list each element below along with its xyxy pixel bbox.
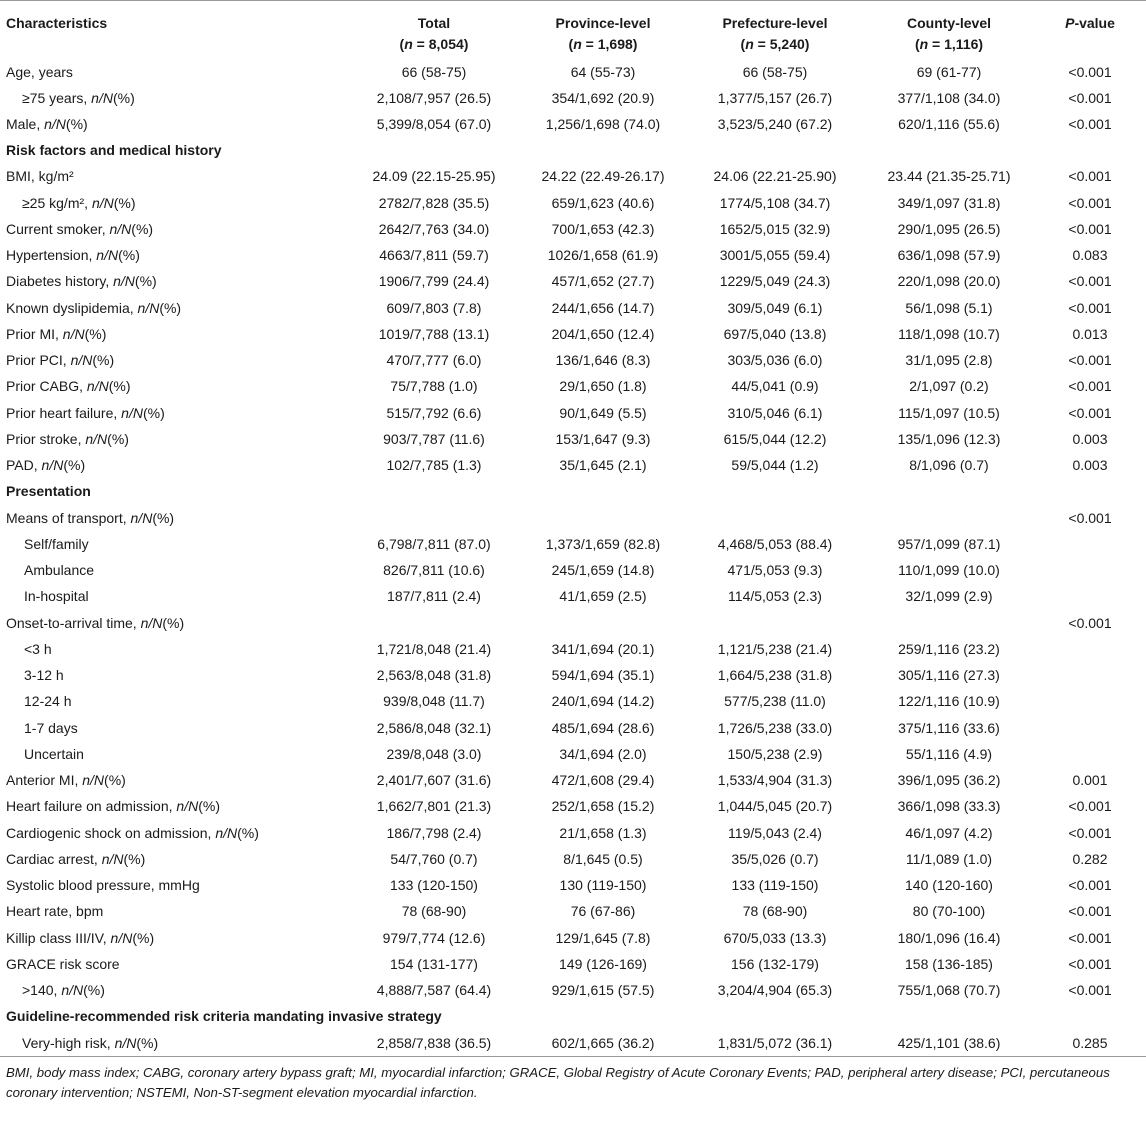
cell-prefecture: 35/5,026 (0.7) <box>731 850 819 867</box>
cell-total: 979/7,774 (12.6) <box>382 929 486 946</box>
cell-county: 118/1,098 (10.7) <box>898 325 1000 342</box>
cell-total: 54/7,760 (0.7) <box>390 850 478 867</box>
cell-province: 149 (126-169) <box>559 955 647 972</box>
cell-prefecture: 697/5,040 (13.8) <box>723 325 827 342</box>
cell-county: 122/1,116 (10.9) <box>898 693 1000 710</box>
header-characteristics: Characteristics <box>6 15 108 31</box>
cell-prefecture: 471/5,053 (9.3) <box>727 562 823 579</box>
cell-county: 32/1,099 (2.9) <box>905 588 993 605</box>
cell-pvalue: 0.003 <box>1072 457 1108 474</box>
cell-county: 349/1,097 (31.8) <box>897 194 1001 211</box>
table-row <box>0 295 1146 321</box>
cell-province: 1,256/1,698 (74.0) <box>545 115 661 132</box>
row-label: Self/family <box>24 535 89 552</box>
cell-total: 2,401/7,607 (31.6) <box>376 772 492 789</box>
table-row <box>0 163 1146 189</box>
row-label: <3 h <box>24 640 52 657</box>
cell-pvalue: <0.001 <box>1068 194 1112 211</box>
cell-prefecture: 156 (132-179) <box>731 955 819 972</box>
table-row <box>0 741 1146 767</box>
cell-province: 64 (55-73) <box>570 63 636 80</box>
cell-prefecture: 44/5,041 (0.9) <box>731 378 819 395</box>
table-row <box>0 662 1146 688</box>
cell-total <box>348 505 520 531</box>
table-row <box>0 583 1146 609</box>
cell-total: 1,721/8,048 (21.4) <box>376 640 492 657</box>
cell-prefecture: 1,726/5,238 (33.0) <box>717 719 833 736</box>
cell-pvalue: <0.001 <box>1068 903 1112 920</box>
cell-province: 240/1,694 (14.2) <box>551 693 655 710</box>
row-label: >140, n/N(%) <box>22 982 105 999</box>
cell-prefecture: 1,377/5,157 (26.7) <box>717 89 833 106</box>
cell-county: 140 (120-160) <box>905 877 993 894</box>
cell-county: 377/1,108 (34.0) <box>897 89 1001 106</box>
header-total-n: (n = 8,054) <box>399 36 469 52</box>
cell-prefecture: 3,523/5,240 (67.2) <box>717 115 833 132</box>
cell-pvalue: <0.001 <box>1068 63 1112 80</box>
cell-province: 76 (67-86) <box>570 903 636 920</box>
cell-total: 1019/7,788 (13.1) <box>378 325 490 342</box>
row-label: 3-12 h <box>24 667 64 684</box>
cell-pvalue: <0.001 <box>1068 299 1112 316</box>
cell-county <box>864 610 1034 636</box>
cell-county: 620/1,116 (55.6) <box>898 115 1000 132</box>
table-row <box>0 242 1146 268</box>
section-header-row <box>0 478 1146 504</box>
cell-province: 90/1,649 (5.5) <box>559 404 647 421</box>
cell-pvalue: <0.001 <box>1068 877 1112 894</box>
row-label: Ambulance <box>24 562 95 579</box>
cell-province: 700/1,653 (42.3) <box>551 220 655 237</box>
cell-total: 1906/7,799 (24.4) <box>378 273 490 290</box>
row-label: Age, years <box>6 63 73 80</box>
table-footnote: BMI, body mass index; CABG, coronary artery bypass graft; MI, myocardial infarction; GRACE, Global Registry of Acute Coronary Events; PAD, peripheral artery disease; PCI, percutaneous coronary intervention; NSTEMI, Non-ST-segment elevation myocardial infarction. <box>6 1064 1110 1100</box>
header-prefecture <box>686 1 864 57</box>
cell-total: 2642/7,763 (34.0) <box>378 220 490 237</box>
cell-prefecture: 114/5,053 (2.3) <box>728 588 822 605</box>
row-label: BMI, kg/m² <box>6 168 74 185</box>
cell-province: 244/1,656 (14.7) <box>551 299 655 316</box>
cell-total: 24.09 (22.15-25.95) <box>372 168 496 185</box>
row-label: Prior heart failure, n/N(%) <box>6 404 165 421</box>
table-row <box>0 898 1146 924</box>
cell-province: 129/1,645 (7.8) <box>555 929 651 946</box>
table-row <box>0 636 1146 662</box>
cell-prefecture: 3,204/4,904 (65.3) <box>717 982 833 999</box>
table-row <box>0 268 1146 294</box>
cell-total: 2,108/7,957 (26.5) <box>376 89 492 106</box>
cell-prefecture: 577/5,238 (11.0) <box>724 693 826 710</box>
cell-total: 2,586/8,048 (32.1) <box>376 719 492 736</box>
cell-county: 31/1,095 (2.8) <box>905 352 993 369</box>
cell-county: 180/1,096 (16.4) <box>897 929 1001 946</box>
header-prefecture-label: Prefecture-level <box>722 15 828 31</box>
cell-province: 136/1,646 (8.3) <box>555 352 651 369</box>
table-row <box>0 1030 1146 1057</box>
row-label: ≥75 years, n/N(%) <box>22 89 135 106</box>
section-label: Presentation <box>6 483 91 500</box>
table-row <box>0 216 1146 242</box>
cell-province: 34/1,694 (2.0) <box>559 745 647 762</box>
cell-total: 903/7,787 (11.6) <box>383 430 485 447</box>
table-body <box>0 57 1146 1057</box>
row-label: Hypertension, n/N(%) <box>6 247 140 264</box>
cell-prefecture: 1,044/5,045 (20.7) <box>717 798 833 815</box>
cell-pvalue <box>1034 636 1146 662</box>
section-label: Guideline-recommended risk criteria mandating invasive strategy <box>6 1008 442 1025</box>
table-row <box>0 505 1146 531</box>
cell-province: 29/1,650 (1.8) <box>559 378 647 395</box>
cell-total: 2782/7,828 (35.5) <box>378 194 490 211</box>
cell-pvalue: <0.001 <box>1068 824 1112 841</box>
cell-prefecture: 1,533/4,904 (31.3) <box>717 772 833 789</box>
cell-county: 11/1,089 (1.0) <box>905 850 993 867</box>
cell-total: 939/8,048 (11.7) <box>383 693 485 710</box>
table-row <box>0 452 1146 478</box>
cell-total: 186/7,798 (2.4) <box>386 824 482 841</box>
row-label: Prior stroke, n/N(%) <box>6 430 129 447</box>
cell-province: 485/1,694 (28.6) <box>551 719 655 736</box>
cell-prefecture: 59/5,044 (1.2) <box>731 457 819 474</box>
row-label: ≥25 kg/m², n/N(%) <box>22 194 136 211</box>
cell-province: 354/1,692 (20.9) <box>551 89 655 106</box>
table-row <box>0 190 1146 216</box>
cell-province: 341/1,694 (20.1) <box>551 640 655 657</box>
cell-province: 1,373/1,659 (82.8) <box>545 535 661 552</box>
cell-total: 133 (120-150) <box>390 877 478 894</box>
cell-county: 110/1,099 (10.0) <box>898 562 1000 579</box>
row-label: Uncertain <box>24 745 84 762</box>
cell-county: 8/1,096 (0.7) <box>909 457 989 474</box>
cell-pvalue: 0.013 <box>1072 325 1108 342</box>
section-label: Risk factors and medical history <box>6 142 222 159</box>
cell-total: 2,858/7,838 (36.5) <box>348 1030 520 1057</box>
table-row <box>0 321 1146 347</box>
cell-total: 6,798/7,811 (87.0) <box>377 535 491 552</box>
header-county-n: (n = 1,116) <box>914 36 984 52</box>
row-label: 12-24 h <box>24 693 72 710</box>
cell-prefecture <box>686 610 864 636</box>
row-label: Heart rate, bpm <box>6 903 104 920</box>
cell-pvalue: <0.001 <box>1068 89 1112 106</box>
cell-prefecture: 1,831/5,072 (36.1) <box>686 1030 864 1057</box>
table-row <box>0 820 1146 846</box>
cell-province: 24.22 (22.49-26.17) <box>541 168 665 185</box>
row-label: Current smoker, n/N(%) <box>6 220 154 237</box>
cell-prefecture: 1,664/5,238 (31.8) <box>717 667 833 684</box>
cell-province: 472/1,608 (29.4) <box>551 772 655 789</box>
cell-pvalue: <0.001 <box>1068 798 1112 815</box>
table-row <box>0 57 1146 85</box>
cell-pvalue: <0.001 <box>1068 614 1112 631</box>
cell-county: 55/1,116 (4.9) <box>905 745 993 762</box>
cell-total: 470/7,777 (6.0) <box>386 352 482 369</box>
table-row <box>0 111 1146 137</box>
section-header-row <box>0 1003 1146 1029</box>
cell-total: 1,662/7,801 (21.3) <box>376 798 492 815</box>
cell-prefecture: 66 (58-75) <box>742 63 808 80</box>
table-row <box>0 793 1146 819</box>
table-row <box>0 767 1146 793</box>
row-label: Prior PCI, n/N(%) <box>6 352 115 369</box>
cell-pvalue: <0.001 <box>1068 168 1112 185</box>
cell-pvalue <box>1034 557 1146 583</box>
cell-province <box>520 610 686 636</box>
cell-county <box>864 505 1034 531</box>
cell-prefecture: 303/5,036 (6.0) <box>727 352 823 369</box>
cell-county: 259/1,116 (23.2) <box>898 640 1000 657</box>
table-row <box>0 715 1146 741</box>
cell-pvalue <box>1034 688 1146 714</box>
cell-county: 220/1,098 (20.0) <box>897 273 1001 290</box>
cell-total: 102/7,785 (1.3) <box>386 457 482 474</box>
cell-province: 245/1,659 (14.8) <box>551 562 655 579</box>
cell-prefecture <box>686 505 864 531</box>
cell-province: 594/1,694 (35.1) <box>551 667 655 684</box>
cell-county: 396/1,095 (36.2) <box>897 772 1001 789</box>
cell-county: 23.44 (21.35-25.71) <box>887 168 1011 185</box>
header-county <box>864 1 1034 57</box>
table-row <box>0 951 1146 977</box>
cell-province: 8/1,645 (0.5) <box>563 850 643 867</box>
cell-total: 5,399/8,054 (67.0) <box>376 115 492 132</box>
cell-province: 35/1,645 (2.1) <box>559 457 647 474</box>
table-row <box>0 85 1146 111</box>
header-province-n: (n = 1,698) <box>568 36 638 52</box>
cell-county: 375/1,116 (33.6) <box>898 719 1000 736</box>
row-label: 1-7 days <box>24 719 78 736</box>
table-row <box>0 557 1146 583</box>
cell-pvalue <box>1034 662 1146 688</box>
cell-province <box>520 505 686 531</box>
cell-province: 21/1,658 (1.3) <box>559 824 647 841</box>
cell-province: 457/1,652 (27.7) <box>551 273 655 290</box>
table-row <box>0 846 1146 872</box>
cell-prefecture: 1774/5,108 (34.7) <box>719 194 831 211</box>
cell-prefecture: 1229/5,049 (24.3) <box>719 273 831 290</box>
cell-prefecture: 133 (119-150) <box>731 877 819 894</box>
cell-pvalue: 0.003 <box>1072 430 1108 447</box>
table-row <box>0 400 1146 426</box>
cell-county: 56/1,098 (5.1) <box>905 299 993 316</box>
cell-pvalue: <0.001 <box>1068 352 1112 369</box>
cell-total: 78 (68-90) <box>401 903 467 920</box>
cell-county: 158 (136-185) <box>905 955 993 972</box>
header-pvalue: P-value <box>1065 15 1115 31</box>
cell-pvalue <box>1034 583 1146 609</box>
cell-prefecture: 670/5,033 (13.3) <box>723 929 827 946</box>
table-row <box>0 347 1146 373</box>
cell-prefecture: 310/5,046 (6.1) <box>727 404 823 421</box>
cell-prefecture: 1,121/5,238 (21.4) <box>717 640 833 657</box>
row-label: Very-high risk, n/N(%) <box>0 1030 348 1057</box>
table-row <box>0 373 1146 399</box>
header-total <box>348 1 520 57</box>
cell-total: 75/7,788 (1.0) <box>390 378 478 395</box>
cell-pvalue <box>1034 741 1146 767</box>
cell-total: 154 (131-177) <box>390 955 478 972</box>
cell-total: 4,888/7,587 (64.4) <box>376 982 492 999</box>
table-row <box>0 426 1146 452</box>
cell-total: 515/7,792 (6.6) <box>386 404 482 421</box>
cell-county: 115/1,097 (10.5) <box>898 404 1000 421</box>
cell-county: 755/1,068 (70.7) <box>897 982 1001 999</box>
row-label: Prior MI, n/N(%) <box>6 325 107 342</box>
cell-pvalue: <0.001 <box>1068 982 1112 999</box>
cell-province: 41/1,659 (2.5) <box>559 588 647 605</box>
row-label: Cardiac arrest, n/N(%) <box>6 850 146 867</box>
cell-total: 826/7,811 (10.6) <box>383 562 485 579</box>
cell-county: 425/1,101 (38.6) <box>864 1030 1034 1057</box>
cell-pvalue: <0.001 <box>1068 378 1112 395</box>
header-row <box>0 1 1146 57</box>
cell-pvalue: <0.001 <box>1068 404 1112 421</box>
cell-province: 929/1,615 (57.5) <box>551 982 655 999</box>
cell-county: 2/1,097 (0.2) <box>909 378 989 395</box>
header-prefecture-n: (n = 5,240) <box>740 36 810 52</box>
row-label: Onset-to-arrival time, n/N(%) <box>6 614 185 631</box>
table-header <box>0 1 1146 57</box>
cell-province: 204/1,650 (12.4) <box>551 325 655 342</box>
cell-pvalue: <0.001 <box>1068 273 1112 290</box>
cell-county: 366/1,098 (33.3) <box>897 798 1001 815</box>
row-label: GRACE risk score <box>6 955 120 972</box>
cell-pvalue: 0.083 <box>1072 247 1108 264</box>
cell-pvalue: <0.001 <box>1068 929 1112 946</box>
cell-county: 80 (70-100) <box>912 903 986 920</box>
cell-total: 4663/7,811 (59.7) <box>379 247 489 264</box>
cell-total: 2,563/8,048 (31.8) <box>376 667 492 684</box>
cell-total: 609/7,803 (7.8) <box>386 299 482 316</box>
row-label: Prior CABG, n/N(%) <box>6 378 131 395</box>
cell-prefecture: 4,468/5,053 (88.4) <box>717 535 833 552</box>
cell-prefecture: 24.06 (22.21-25.90) <box>713 168 837 185</box>
header-county-label: County-level <box>906 15 991 31</box>
table-row <box>0 610 1146 636</box>
table-row <box>0 531 1146 557</box>
row-label: In-hospital <box>24 588 89 605</box>
cell-total: 239/8,048 (3.0) <box>386 745 482 762</box>
cell-pvalue: 0.001 <box>1072 772 1108 789</box>
cell-prefecture: 309/5,049 (6.1) <box>727 299 823 316</box>
cell-total <box>348 610 520 636</box>
cell-prefecture: 1652/5,015 (32.9) <box>719 220 831 237</box>
cell-county: 636/1,098 (57.9) <box>897 247 1001 264</box>
cell-total: 66 (58-75) <box>401 63 467 80</box>
cell-county: 957/1,099 (87.1) <box>897 535 1001 552</box>
cell-prefecture: 615/5,044 (12.2) <box>723 430 827 447</box>
cell-county: 305/1,116 (27.3) <box>898 667 1000 684</box>
table-row <box>0 688 1146 714</box>
table-row <box>0 925 1146 951</box>
cell-pvalue <box>1034 715 1146 741</box>
cell-pvalue: <0.001 <box>1068 115 1112 132</box>
cell-prefecture: 150/5,238 (2.9) <box>727 745 823 762</box>
cell-county: 46/1,097 (4.2) <box>905 824 993 841</box>
cell-pvalue: 0.285 <box>1034 1030 1146 1057</box>
row-label: Killip class III/IV, n/N(%) <box>6 929 155 946</box>
row-label: Anterior MI, n/N(%) <box>6 772 126 789</box>
cell-province: 153/1,647 (9.3) <box>555 430 651 447</box>
section-header-row <box>0 137 1146 163</box>
row-label: Known dyslipidemia, n/N(%) <box>6 299 182 316</box>
row-label: Heart failure on admission, n/N(%) <box>6 798 220 815</box>
cell-prefecture: 3001/5,055 (59.4) <box>719 247 831 264</box>
header-total-label: Total <box>417 15 451 31</box>
cell-pvalue: <0.001 <box>1068 220 1112 237</box>
cell-province: 659/1,623 (40.6) <box>551 194 655 211</box>
cell-county: 290/1,095 (26.5) <box>897 220 1001 237</box>
header-province-label: Province-level <box>555 15 651 31</box>
row-label: Cardiogenic shock on admission, n/N(%) <box>6 824 259 841</box>
cell-province: 252/1,658 (15.2) <box>551 798 655 815</box>
row-label: PAD, n/N(%) <box>6 457 86 474</box>
header-province <box>520 1 686 57</box>
table-row <box>0 977 1146 1003</box>
cell-pvalue: <0.001 <box>1068 509 1112 526</box>
cell-county: 135/1,096 (12.3) <box>897 430 1001 447</box>
cell-province: 1026/1,658 (61.9) <box>547 247 659 264</box>
row-label: Male, n/N(%) <box>6 115 88 132</box>
cell-province: 602/1,665 (36.2) <box>520 1030 686 1057</box>
cell-total: 187/7,811 (2.4) <box>387 588 481 605</box>
cell-pvalue: 0.282 <box>1072 850 1108 867</box>
row-label: Diabetes history, n/N(%) <box>6 273 157 290</box>
cell-prefecture: 119/5,043 (2.4) <box>728 824 822 841</box>
table-row <box>0 872 1146 898</box>
cell-pvalue <box>1034 531 1146 557</box>
row-label: Means of transport, n/N(%) <box>6 509 175 526</box>
cell-province: 130 (119-150) <box>559 877 647 894</box>
cell-pvalue: <0.001 <box>1068 955 1112 972</box>
cell-prefecture: 78 (68-90) <box>742 903 808 920</box>
cell-county: 69 (61-77) <box>916 63 982 80</box>
row-label: Systolic blood pressure, mmHg <box>6 877 200 894</box>
